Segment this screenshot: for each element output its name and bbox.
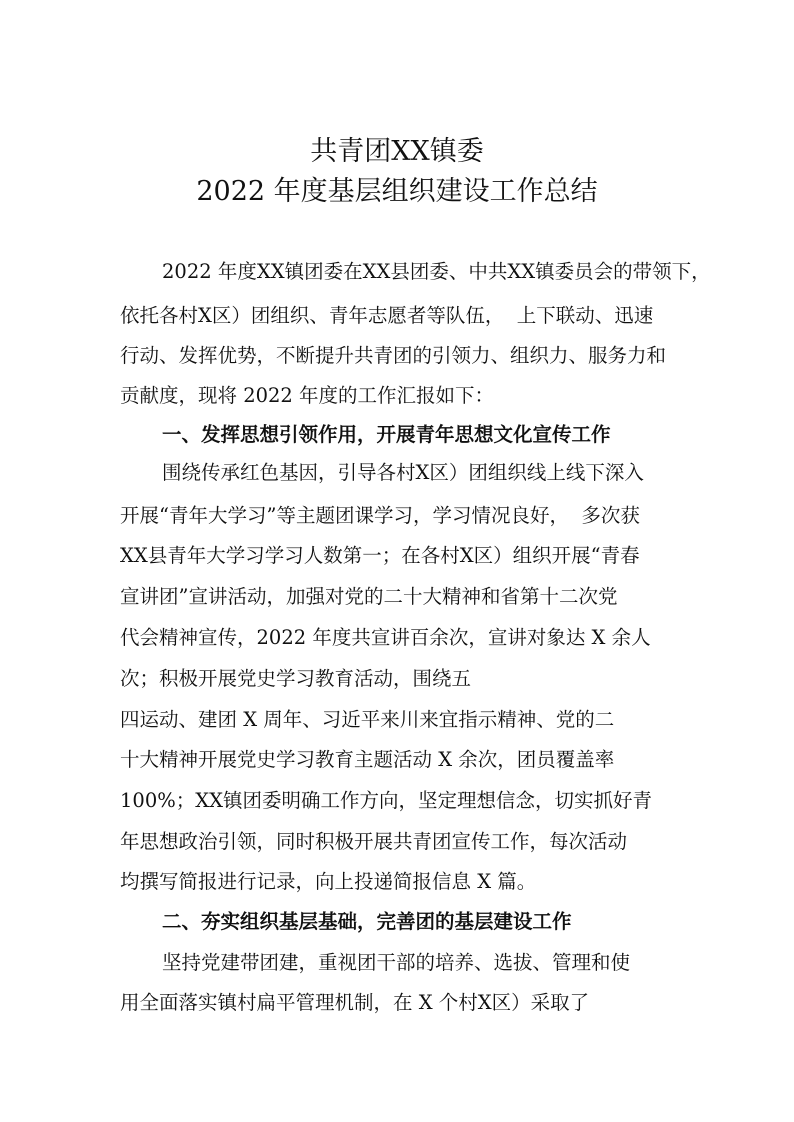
- body-line: XX县青年大学习学习人数第一；在各村X区）组织开展“青春: [120, 544, 640, 567]
- intro-line: 贡献度，现将 2022 年度的工作汇报如下：: [120, 384, 495, 407]
- body-line: 次；积极开展党史学习教育活动，围绕五: [120, 667, 472, 690]
- body-line: 宣讲团”宣讲活动，加强对党的二十大精神和省第十二次党: [120, 585, 618, 608]
- document-title-line-1: 共青团XX镇委: [310, 136, 484, 167]
- body-line: 年思想政治引领，同时积极开展共青团宣传工作，每次活动: [120, 830, 628, 853]
- body-line: 四运动、建团 X 周年、习近平来川来宜指示精神、党的二: [120, 708, 615, 731]
- intro-line: 依托各村X区）团组织、青年志愿者等队伍， 上下联动、迅速: [120, 304, 654, 327]
- body-line: 围绕传承红色基因，引导各村X区）团组织线上线下深入: [162, 461, 644, 484]
- body-line: 十大精神开展党史学习教育主题活动 X 余次，团员覆盖率: [120, 748, 615, 771]
- intro-line: 2022 年度XX镇团委在XX县团委、中共XX镇委员会的带领下，: [162, 260, 711, 283]
- document-title-line-2: 2022 年度基层组织建设工作总结: [196, 176, 598, 207]
- intro-line: 行动、发挥优势，不断提升共青团的引领力、组织力、服务力和: [120, 344, 667, 367]
- body-line: 坚持党建带团建，重视团干部的培养、选拔、管理和使: [162, 951, 631, 974]
- body-line: 开展“青年大学习”等主题团课学习，学习情况良好， 多次获: [120, 504, 640, 527]
- body-line: 均撰写简报进行记录，向上投递简报信息 X 篇。: [120, 870, 537, 893]
- section-1-heading: 一、发挥思想引领作用，开展青年思想文化宣传工作: [162, 423, 611, 446]
- body-line: 用全面落实镇村扁平管理机制，在 X 个村X区）采取了: [120, 991, 590, 1014]
- body-line: 100%；XX镇团委明确工作方向，坚定理想信念，切实抓好青: [120, 789, 653, 812]
- body-line: 代会精神宣传，2022 年度共宣讲百余次，宣讲对象达 X 余人: [120, 626, 651, 649]
- section-2-heading: 二、夯实组织基层基础，完善团的基层建设工作: [162, 910, 572, 933]
